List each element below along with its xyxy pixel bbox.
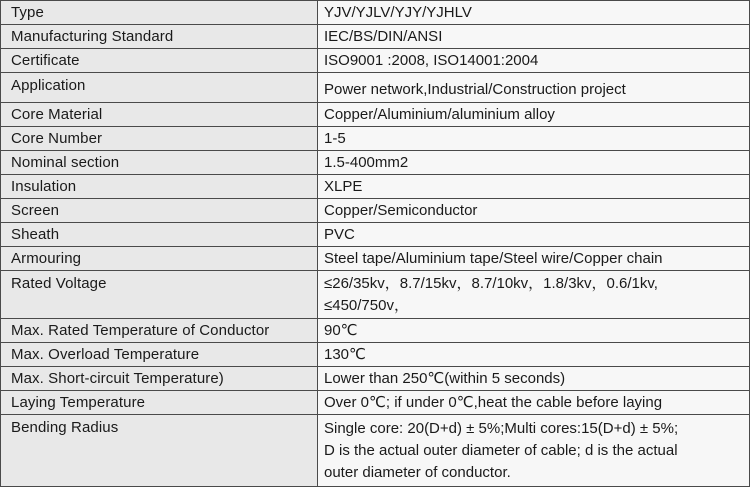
table-row (1, 223, 750, 247)
row-value-screen: Copper/Semiconductor (318, 199, 750, 223)
row-label-laying-temperature: Laying Temperature (1, 391, 318, 415)
row-value-armouring: Steel tape/Aluminium tape/Steel wire/Copper chain (318, 247, 750, 271)
row-value-max-overload-temperature: 130℃ (318, 343, 750, 367)
row-label-nominal-section: Nominal section (1, 151, 318, 175)
bending-radius-line-3: outer diameter of conductor. (324, 463, 511, 481)
table-row (1, 25, 750, 49)
table-row (1, 343, 750, 367)
bending-radius-line-1: Single core: 20(D+d) ± 5%;Multi cores:15(D+d) ± 5%; (324, 419, 679, 437)
row-label-insulation: Insulation (1, 175, 318, 199)
row-value-type: YJV/YJLV/YJY/YJHLV (318, 1, 750, 25)
table-row (1, 1, 750, 25)
row-label-manufacturing-standard: Manufacturing Standard (1, 25, 318, 49)
table-row (1, 127, 750, 151)
row-label-application: Application (1, 73, 318, 103)
row-value-application: Power network,Industrial/Construction project (318, 73, 750, 103)
row-value-sheath: PVC (318, 223, 750, 247)
row-value-nominal-section: 1.5-400mm2 (318, 151, 750, 175)
table-row (1, 175, 750, 199)
row-label-certificate: Certificate (1, 49, 318, 73)
row-value-insulation: XLPE (318, 175, 750, 199)
rated-voltage-line-1: ≤26/35kv，8.7/15kv，8.7/10kv，1.8/3kv，0.6/1kv, (324, 274, 658, 292)
row-label-rated-voltage: Rated Voltage (1, 271, 318, 319)
row-label-sheath: Sheath (1, 223, 318, 247)
row-value-max-short-circuit-temperature: Lower than 250℃(within 5 seconds) (318, 367, 750, 391)
row-value-bending-radius (318, 415, 750, 487)
table-row (1, 319, 750, 343)
row-value-manufacturing-standard: IEC/BS/DIN/ANSI (318, 25, 750, 49)
row-label-max-rated-temperature: Max. Rated Temperature of Conductor (1, 319, 318, 343)
rated-voltage-line-2: ≤450/750v， (324, 296, 409, 314)
table-row (1, 49, 750, 73)
row-label-armouring: Armouring (1, 247, 318, 271)
bending-radius-line-2: D is the actual outer diameter of cable; d is the actual (324, 441, 678, 459)
row-value-max-rated-temperature: 90℃ (318, 319, 750, 343)
row-label-max-short-circuit-temperature: Max. Short-circuit Temperature) (1, 367, 318, 391)
table-row (1, 151, 750, 175)
table-row (1, 391, 750, 415)
row-label-bending-radius: Bending Radius (1, 415, 318, 487)
row-label-screen: Screen (1, 199, 318, 223)
table-row (1, 367, 750, 391)
table-row (1, 247, 750, 271)
row-label-core-material: Core Material (1, 103, 318, 127)
row-value-core-number: 1-5 (318, 127, 750, 151)
row-value-laying-temperature: Over 0℃; if under 0℃,heat the cable before laying (318, 391, 750, 415)
row-label-max-overload-temperature: Max. Overload Temperature (1, 343, 318, 367)
table-row (1, 271, 750, 319)
table-row (1, 73, 750, 103)
row-label-type: Type (1, 1, 318, 25)
table-row (1, 199, 750, 223)
table-row (1, 103, 750, 127)
row-value-certificate: ISO9001 :2008, ISO14001:2004 (318, 49, 750, 73)
row-label-core-number: Core Number (1, 127, 318, 151)
row-value-core-material: Copper/Aluminium/aluminium alloy (318, 103, 750, 127)
row-value-rated-voltage (318, 271, 750, 319)
table-row (1, 415, 750, 487)
